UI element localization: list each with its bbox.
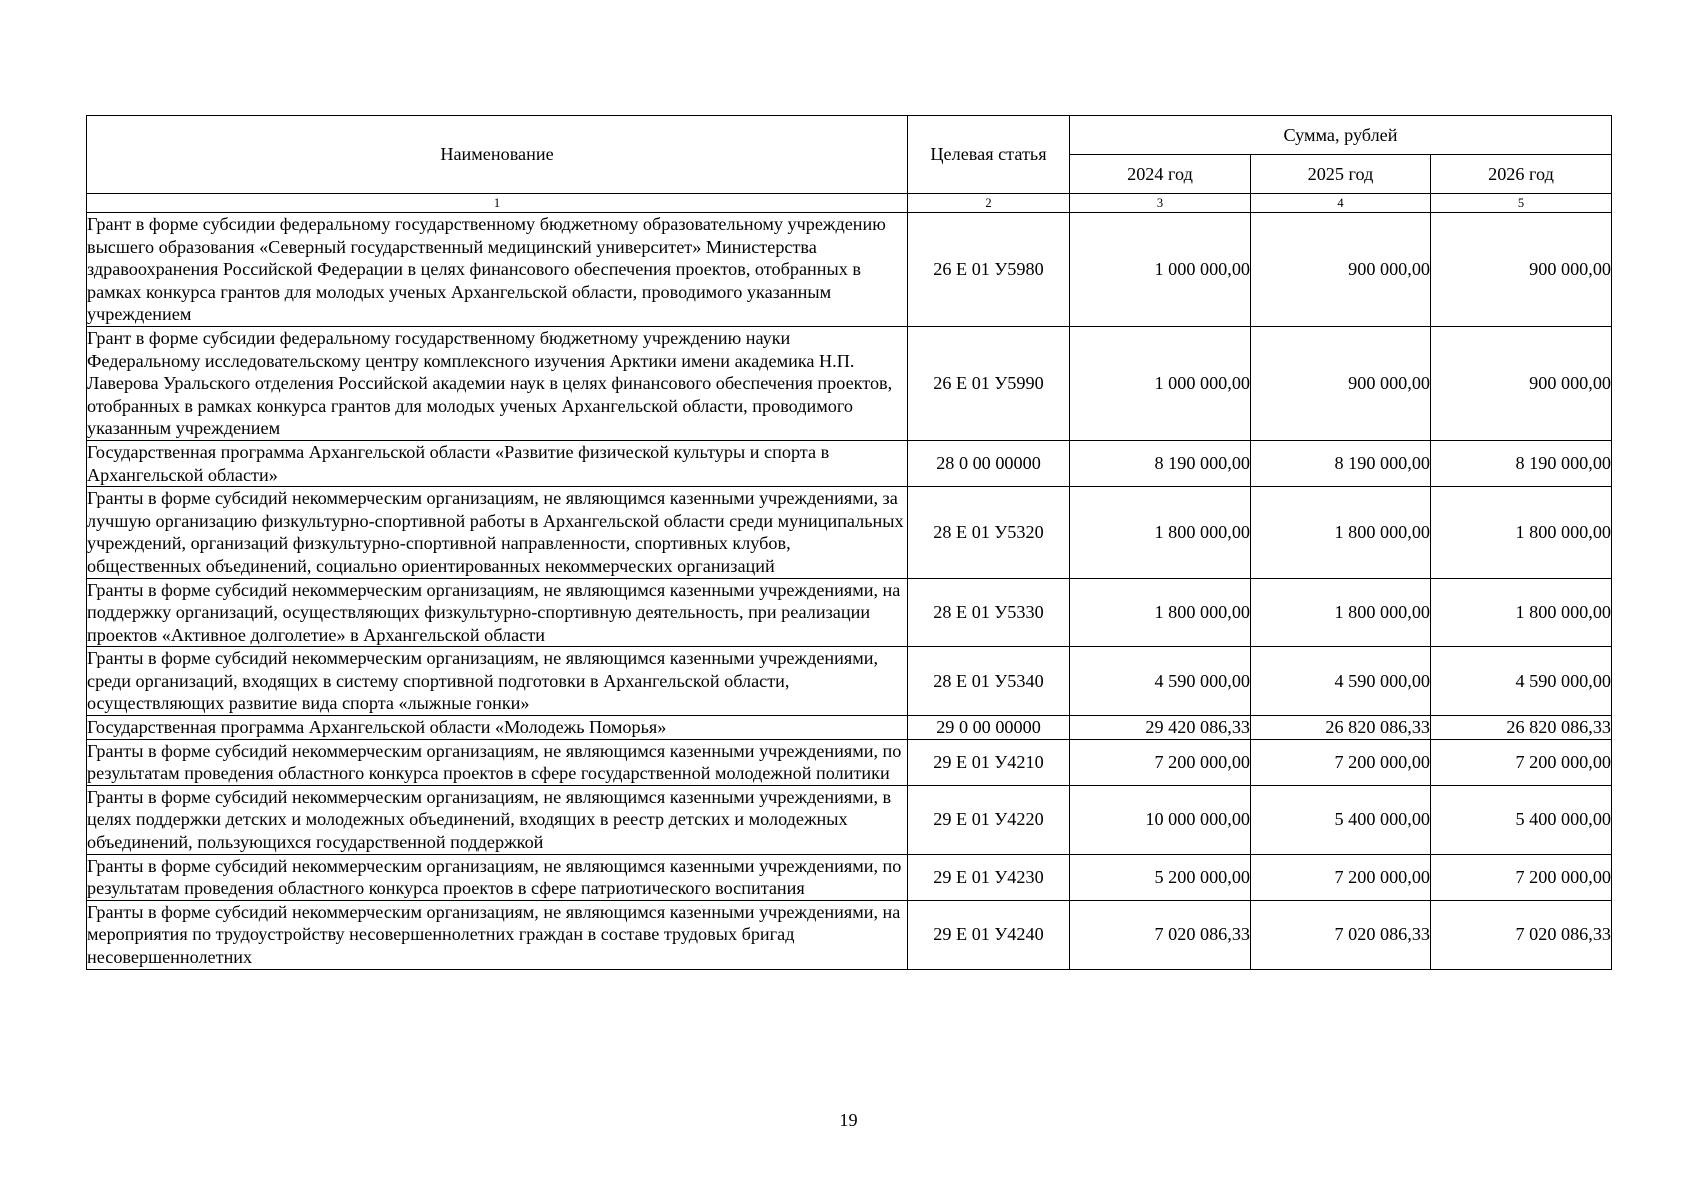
- row-amount-2026: 900 000,00: [1431, 213, 1612, 327]
- row-amount-2024: 4 590 000,00: [1070, 647, 1251, 716]
- row-code: 29 0 00 00000: [908, 716, 1070, 740]
- table-body: [87, 213, 1612, 970]
- row-amount-2024: 8 190 000,00: [1070, 440, 1251, 486]
- row-amount-2025: 7 200 000,00: [1251, 854, 1431, 900]
- column-number: 4: [1251, 194, 1431, 213]
- row-amount-2025: 1 800 000,00: [1251, 578, 1431, 647]
- row-amount-2025: 5 400 000,00: [1251, 785, 1431, 854]
- table-row: [87, 440, 1612, 486]
- row-amount-2026: 5 400 000,00: [1431, 785, 1612, 854]
- row-amount-2024: 1 800 000,00: [1070, 578, 1251, 647]
- row-amount-2025: 26 820 086,33: [1251, 716, 1431, 740]
- column-number: 2: [908, 194, 1070, 213]
- row-name: Гранты в форме субсидий некоммерческим организациям, не являющимся казенными учреждениями, по результатам проведения областного конкурса проектов в сфере государственной молодежной политики: [87, 739, 908, 785]
- table-row: [87, 213, 1612, 327]
- row-code: 29 Е 01 У4220: [908, 785, 1070, 854]
- row-code: 29 Е 01 У4210: [908, 739, 1070, 785]
- row-amount-2026: 900 000,00: [1431, 326, 1612, 440]
- row-amount-2026: 7 200 000,00: [1431, 854, 1612, 900]
- row-name: Грант в форме субсидии федеральному государственному бюджетному учреждению науки Федеральному исследовательскому центру комплексного изучения Арктики имени академика Н.П. Лаверова Уральского отделения Российской академии наук в целях финансового обеспечения проектов, отобранных в рамках конкурса грантов для молодых ученых Архангельской области, проводимого указанным учреждением: [87, 326, 908, 440]
- column-number: 3: [1070, 194, 1251, 213]
- row-amount-2025: 4 590 000,00: [1251, 647, 1431, 716]
- row-amount-2026: 1 800 000,00: [1431, 578, 1612, 647]
- column-number: 1: [87, 194, 908, 213]
- row-code: 26 Е 01 У5980: [908, 213, 1070, 327]
- row-amount-2026: 7 020 086,33: [1431, 900, 1612, 969]
- table-row: [87, 487, 1612, 578]
- row-amount-2026: 8 190 000,00: [1431, 440, 1612, 486]
- row-amount-2024: 1 800 000,00: [1070, 487, 1251, 578]
- row-amount-2026: 1 800 000,00: [1431, 487, 1612, 578]
- row-name: Государственная программа Архангельской области «Молодежь Поморья»: [87, 716, 908, 740]
- budget-table: [86, 115, 1612, 970]
- row-amount-2026: 4 590 000,00: [1431, 647, 1612, 716]
- row-name: Государственная программа Архангельской области «Развитие физической культуры и спорта в Архангельской области»: [87, 440, 908, 486]
- row-code: 28 Е 01 У5320: [908, 487, 1070, 578]
- header-code: Целевая статья: [908, 116, 1070, 194]
- header-year-2025: 2025 год: [1251, 155, 1431, 194]
- row-code: 29 Е 01 У4240: [908, 900, 1070, 969]
- row-amount-2025: 8 190 000,00: [1251, 440, 1431, 486]
- row-name: Гранты в форме субсидий некоммерческим организациям, не являющимся казенными учреждениями, в целях поддержки детских и молодежных объединений, входящих в реестр детских и молодежных объединений, пользующихся государственной поддержкой: [87, 785, 908, 854]
- row-amount-2024: 1 000 000,00: [1070, 213, 1251, 327]
- header-sum: Сумма, рублей: [1070, 116, 1612, 155]
- row-code: 28 0 00 00000: [908, 440, 1070, 486]
- row-code: 28 Е 01 У5330: [908, 578, 1070, 647]
- row-amount-2026: 26 820 086,33: [1431, 716, 1612, 740]
- header-name: Наименование: [87, 116, 908, 194]
- row-code: 28 Е 01 У5340: [908, 647, 1070, 716]
- row-amount-2025: 7 020 086,33: [1251, 900, 1431, 969]
- row-name: Гранты в форме субсидий некоммерческим организациям, не являющимся казенными учреждениями, на мероприятия по трудоустройству несовершеннолетних граждан в составе трудовых бригад несовершеннолетних: [87, 900, 908, 969]
- row-name: Гранты в форме субсидий некоммерческим организациям, не являющимся казенными учреждениями, среди организаций, входящих в систему спортивной подготовки в Архангельской области, осуществляющих развитие вида спорта «лыжные гонки»: [87, 647, 908, 716]
- row-code: 26 Е 01 У5990: [908, 326, 1070, 440]
- table-row: [87, 785, 1612, 854]
- row-amount-2025: 7 200 000,00: [1251, 739, 1431, 785]
- table-row: [87, 716, 1612, 740]
- row-name: Гранты в форме субсидий некоммерческим организациям, не являющимся казенными учреждениями, по результатам проведения областного конкурса проектов в сфере патриотического воспитания: [87, 854, 908, 900]
- row-amount-2024: 29 420 086,33: [1070, 716, 1251, 740]
- header-year-2026: 2026 год: [1431, 155, 1612, 194]
- row-name: Гранты в форме субсидий некоммерческим организациям, не являющимся казенными учреждениями, на поддержку организаций, осуществляющих физкультурно-спортивную деятельность, при реализации проектов «Активное долголетие» в Архангельской области: [87, 578, 908, 647]
- row-amount-2026: 7 200 000,00: [1431, 739, 1612, 785]
- row-amount-2024: 10 000 000,00: [1070, 785, 1251, 854]
- table-row: [87, 854, 1612, 900]
- row-amount-2025: 1 800 000,00: [1251, 487, 1431, 578]
- row-amount-2024: 7 020 086,33: [1070, 900, 1251, 969]
- row-amount-2024: 7 200 000,00: [1070, 739, 1251, 785]
- row-amount-2024: 5 200 000,00: [1070, 854, 1251, 900]
- table-header: [87, 116, 1612, 213]
- row-amount-2025: 900 000,00: [1251, 326, 1431, 440]
- table-row: [87, 739, 1612, 785]
- row-amount-2025: 900 000,00: [1251, 213, 1431, 327]
- row-name: Грант в форме субсидии федеральному государственному бюджетному образовательному учреждению высшего образования «Северный государственный медицинский университет» Министерства здравоохранения Российской Федерации в целях финансового обеспечения проектов, отобранных в рамках конкурса грантов для молодых ученых Архангельской области, проводимого указанным учреждением: [87, 213, 908, 327]
- row-amount-2024: 1 000 000,00: [1070, 326, 1251, 440]
- table-row: [87, 900, 1612, 969]
- page-number: 19: [839, 1110, 858, 1130]
- column-number: 5: [1431, 194, 1612, 213]
- row-code: 29 Е 01 У4230: [908, 854, 1070, 900]
- table-row: [87, 647, 1612, 716]
- column-number-row: [87, 194, 1612, 213]
- row-name: Гранты в форме субсидий некоммерческим организациям, не являющимся казенными учреждениями, за лучшую организацию физкультурно-спортивной работы в Архангельской области среди муниципальных учреждений, организаций физкультурно-спортивной направленности, спортивных клубов, общественных объединений, социально ориентированных некоммерческих организаций: [87, 487, 908, 578]
- table-row: [87, 326, 1612, 440]
- table-row: [87, 578, 1612, 647]
- header-year-2024: 2024 год: [1070, 155, 1251, 194]
